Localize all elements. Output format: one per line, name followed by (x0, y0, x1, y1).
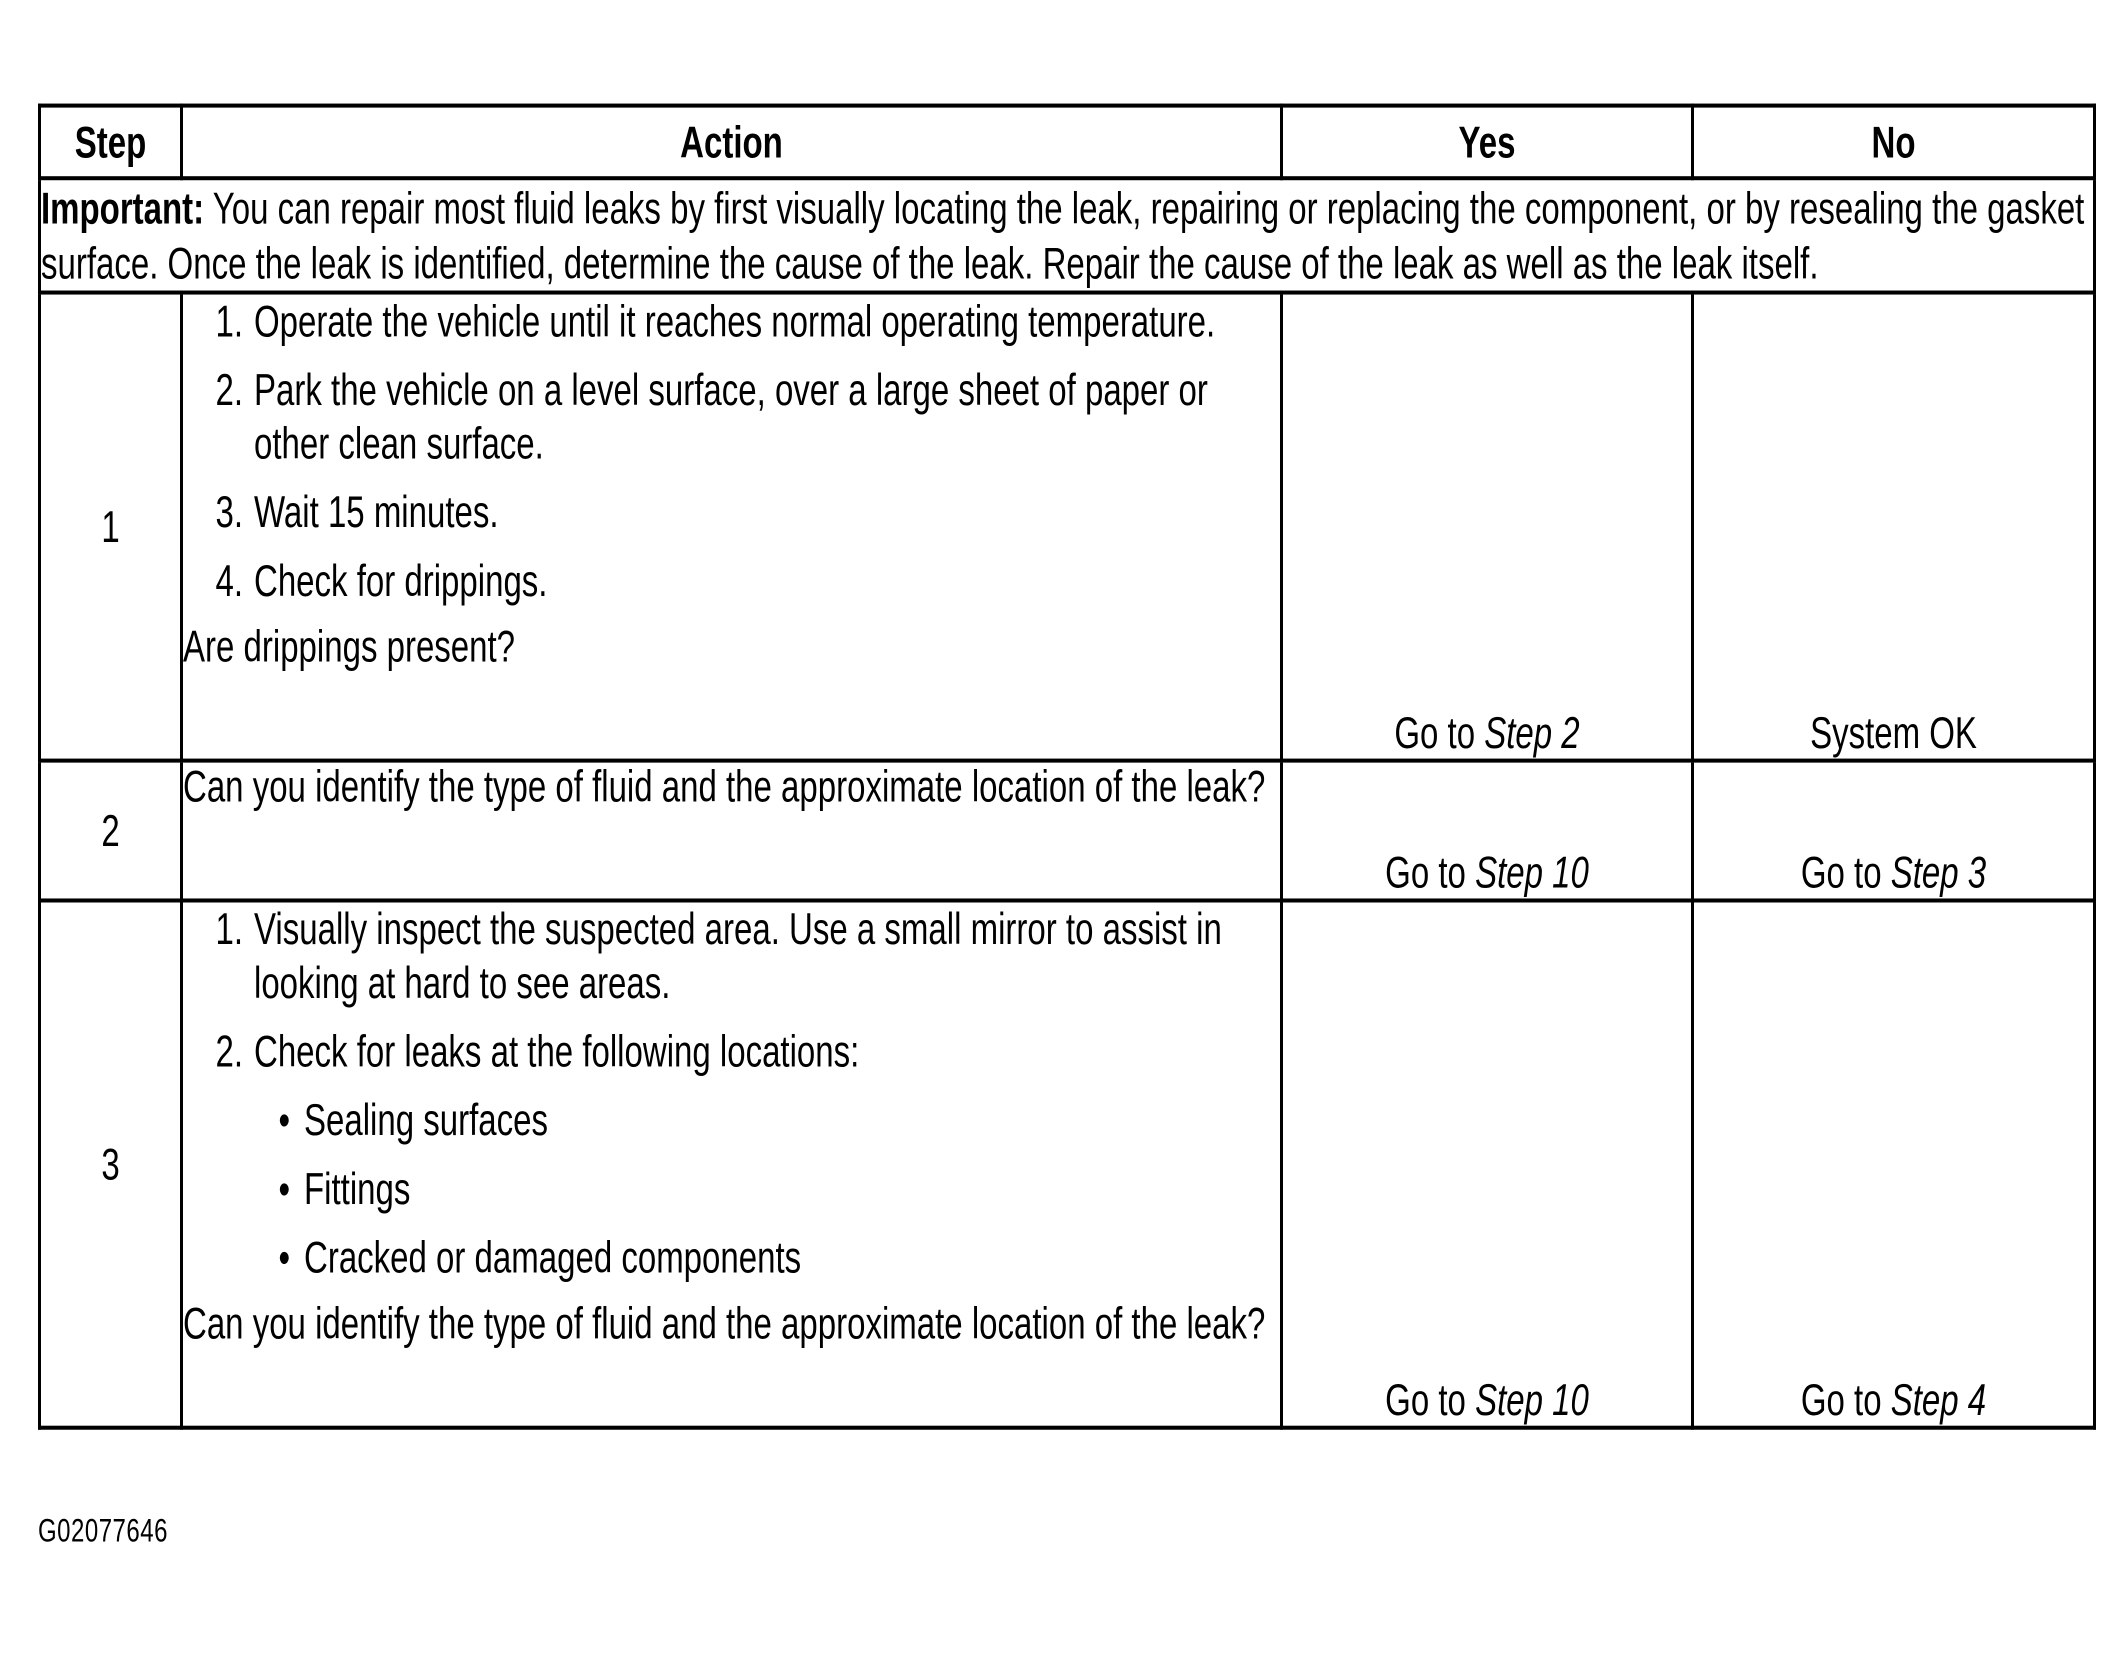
no-prefix: Go to (1800, 1374, 1891, 1425)
no-cell (1693, 293, 2095, 761)
list-item (183, 902, 1280, 1010)
list-item (183, 554, 1280, 608)
step-number: 2 (40, 761, 182, 901)
step-number: 3 (40, 900, 182, 1427)
no-column-header: No (1693, 106, 2095, 179)
important-text: You can repair most fluid leaks by first visually locating the leak, repairing or replacing the component, or by resealing the gasket surface. Once the leak is identified, determine the cause of the leak. Repair the cause of the leak as well as the leak itself. (41, 182, 2085, 288)
no-cell (1693, 761, 2095, 901)
item-number: 2. (215, 1026, 243, 1076)
list-item (183, 363, 1280, 471)
list-item (183, 295, 1280, 349)
yes-cell (1282, 293, 1693, 761)
item-text-label: Check for leaks at the following locations: (254, 1026, 860, 1076)
item-number: 1. (215, 903, 243, 954)
no-prefix: Go to (1800, 847, 1891, 898)
yes-column-header: Yes (1282, 106, 1693, 179)
yes-prefix: Go to (1385, 847, 1476, 898)
action-list (183, 902, 1280, 1299)
action-cell (182, 293, 1282, 761)
item-number: 2. (215, 364, 243, 415)
yes-step-link[interactable]: Step 10 (1475, 847, 1589, 898)
yes-cell (1282, 900, 1693, 1427)
question-text: Are drippings present? (183, 621, 516, 672)
important-label: Important: (41, 182, 205, 233)
item-number: 4. (215, 555, 243, 606)
step-column-header: Step (40, 106, 182, 179)
bullet-dot: • (278, 1163, 290, 1214)
no-step-link[interactable]: Step 4 (1890, 1374, 1987, 1425)
important-note (40, 178, 2095, 292)
figure-id: G02077646 (38, 1513, 168, 1550)
action-list (183, 295, 1280, 608)
item-text: Visually inspect the suspected area. Use a small mirror to assist in looking at hard to see areas. (254, 903, 1222, 1008)
item-text: Park the vehicle on a level surface, over a large sheet of paper or other clean surface. (254, 364, 1208, 469)
action-cell (182, 900, 1282, 1427)
item-text: Wait 15 minutes. (254, 486, 499, 537)
item-text (254, 1025, 1280, 1299)
bullet-text: Cracked or damaged components (304, 1232, 802, 1282)
location-bullets (254, 1093, 1280, 1284)
action-column-header: Action (182, 106, 1282, 179)
step-number: 1 (40, 293, 182, 761)
table-row (40, 761, 2095, 901)
yes-step-link[interactable]: Step 2 (1484, 707, 1580, 758)
list-item (183, 486, 1280, 540)
yes-prefix: Go to (1385, 1374, 1476, 1425)
important-row (40, 178, 2095, 292)
question-text: Can you identify the type of fluid and the approximate location of the leak? (183, 1297, 1266, 1348)
no-step-link[interactable]: Step 3 (1890, 847, 1987, 898)
bullet-item (254, 1162, 1280, 1216)
bullet-dot: • (278, 1094, 290, 1145)
item-text: Check for drippings. (254, 555, 548, 606)
item-text: Operate the vehicle until it reaches normal operating temperature. (254, 295, 1216, 346)
bullet-dot: • (278, 1232, 290, 1282)
yes-cell (1282, 761, 1693, 901)
table-row (40, 293, 2095, 761)
diagnostic-table (38, 104, 2096, 1430)
no-result: System OK (1810, 707, 1977, 758)
table-row (40, 900, 2095, 1427)
item-number: 3. (215, 486, 243, 537)
list-item (183, 1025, 1280, 1299)
yes-step-link[interactable]: Step 10 (1475, 1374, 1589, 1425)
question-text: Can you identify the type of fluid and the approximate location of the leak? (182, 761, 1282, 901)
item-number: 1. (215, 295, 243, 346)
bullet-item (254, 1093, 1280, 1147)
no-cell (1693, 900, 2095, 1427)
bullet-text: Sealing surfaces (304, 1094, 548, 1145)
yes-prefix: Go to (1394, 707, 1485, 758)
header-row (40, 106, 2095, 179)
bullet-text: Fittings (304, 1163, 411, 1214)
